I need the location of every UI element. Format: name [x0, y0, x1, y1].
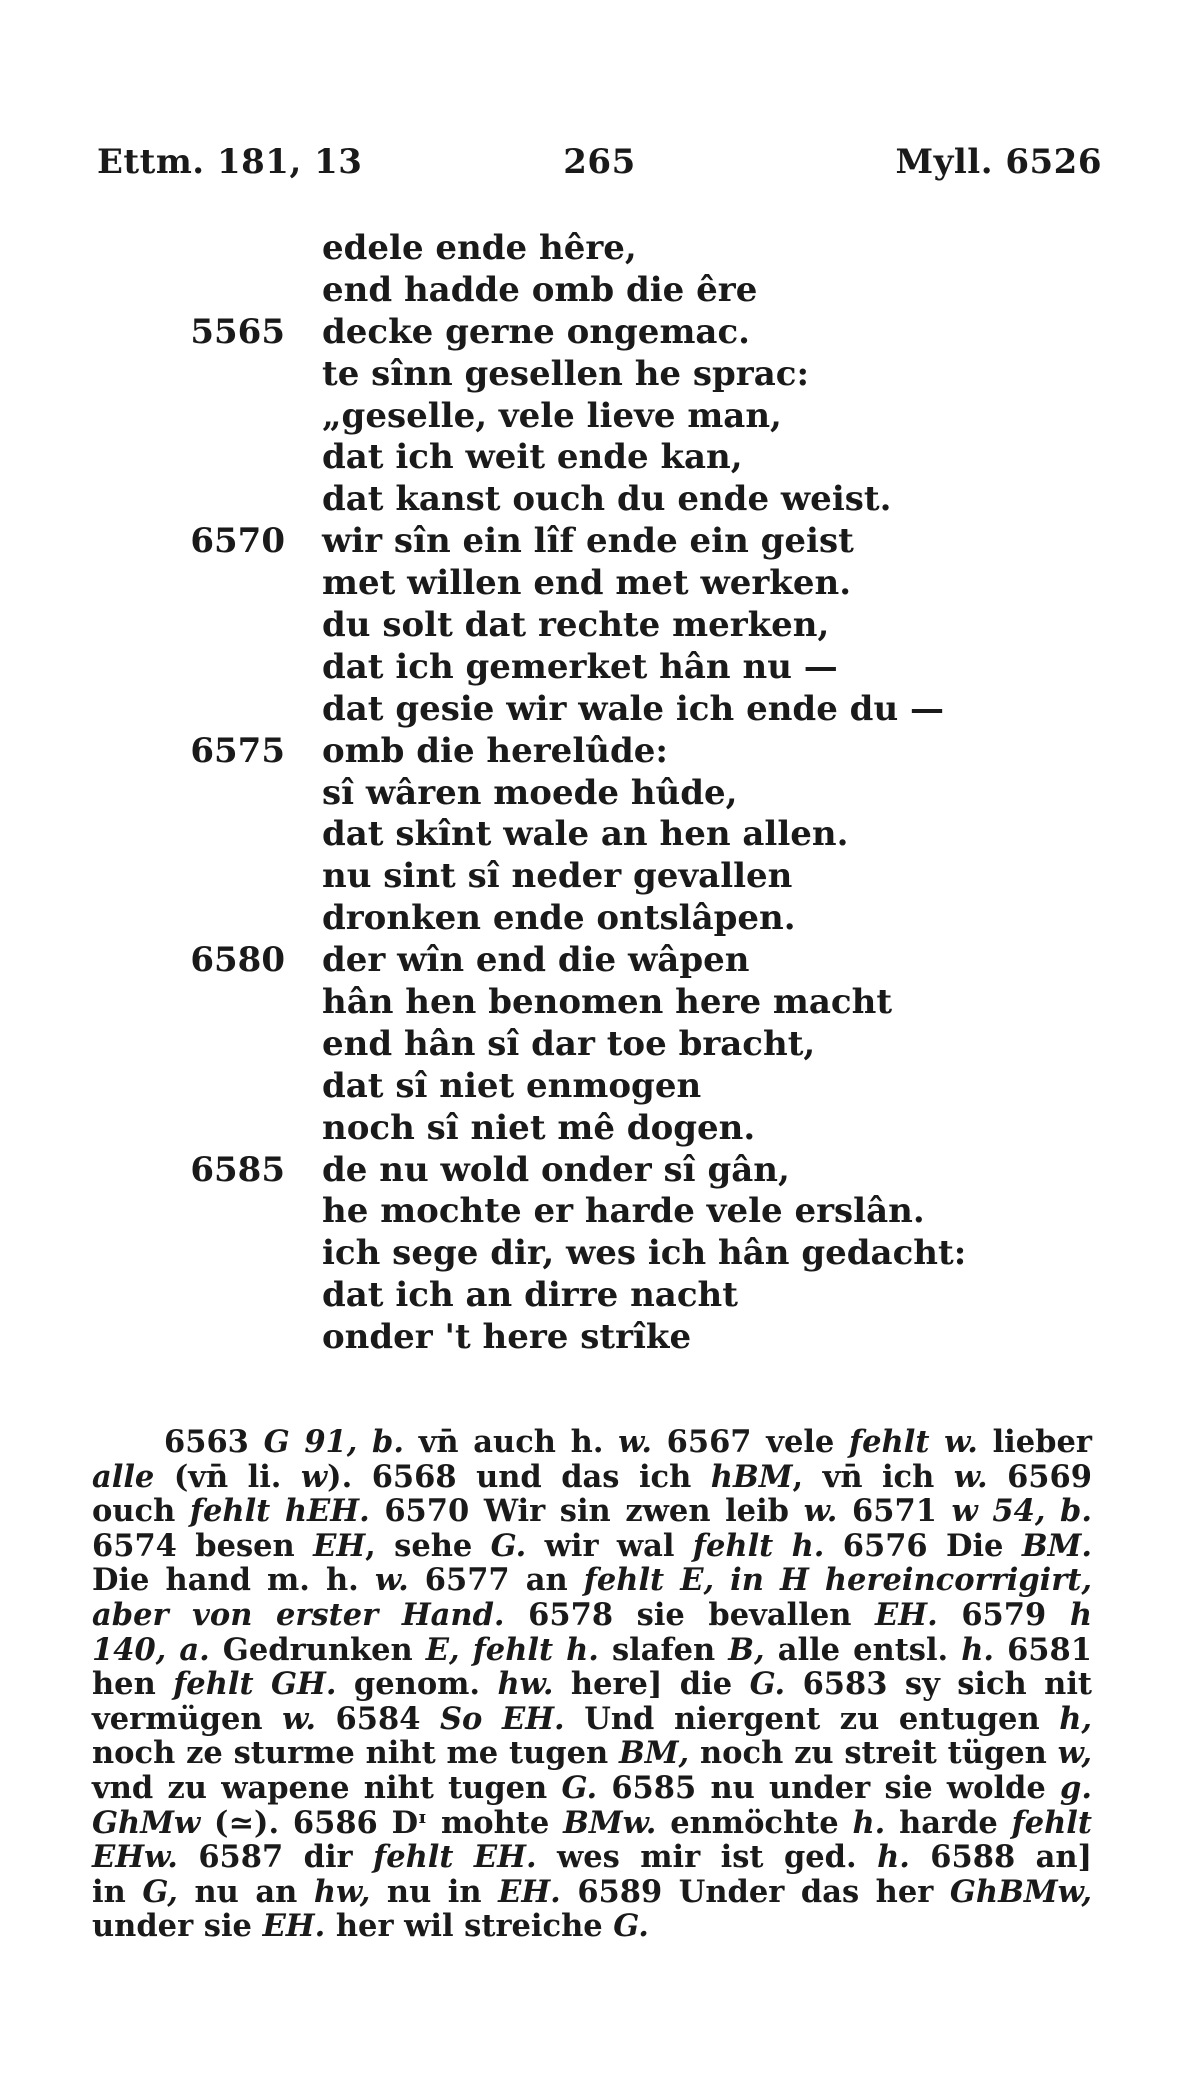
verse-line — [0, 982, 1200, 1024]
apparatus-line: EHw. 6587 dir fehlt EH. wes mir ist ged. h. 6588 an] — [92, 1839, 1092, 1876]
verse-text: du solt dat rechte merken, — [322, 605, 830, 646]
verse-line — [0, 312, 1200, 354]
verse-text: ich sege dir, wes ich hân gedacht: — [322, 1233, 967, 1274]
apparatus-line: noch ze sturme niht me tugen BM, noch zu streit tügen w, — [92, 1735, 1092, 1772]
verse-text: nu sint sî neder gevallen — [322, 856, 793, 897]
apparatus-line: Die hand m. h. w. 6577 an fehlt E, in H hereincorrigirt, — [92, 1562, 1093, 1599]
verse-text: decke gerne ongemac. — [322, 311, 750, 352]
verse-line — [0, 228, 1200, 270]
verse-text: wir sîn ein lîf ende ein geist — [322, 521, 854, 562]
verse-text: dat gesie wir wale ich ende du — — [322, 688, 944, 729]
verse-line — [0, 521, 1200, 563]
line-number: 6570 — [190, 521, 285, 562]
line-number: 5565 — [190, 311, 285, 352]
apparatus-line: vnd zu wapene niht tugen G. 6585 nu under sie wolde g. — [92, 1769, 1092, 1806]
verse-text: onder 't here strîke — [322, 1317, 692, 1358]
apparatus-line: under sie EH. her wil streiche G. — [92, 1908, 649, 1945]
verse-line — [0, 814, 1200, 856]
apparatus-line: GhMw (≃). 6586 Dᶦ mohte BMw. enmöchte h. harde fehlt — [92, 1804, 1092, 1841]
verse-text: dronken ende ontslâpen. — [322, 898, 796, 939]
line-number: 6575 — [190, 730, 285, 771]
apparatus-line: 6563 G 91, b. vn̄ auch h. w. 6567 vele fehlt w. lieber — [164, 1424, 1092, 1460]
verse-text: dat ich weit ende kan, — [322, 437, 743, 478]
verse-line — [0, 605, 1200, 647]
verse-text: te sînn gesellen he sprac: — [322, 353, 810, 394]
apparatus-line: hen fehlt GH. genom. hw. here] die G. 6583 sy sich nit — [92, 1666, 1092, 1703]
verse-text: end hân sî dar toe bracht, — [322, 1023, 816, 1064]
verse-line — [0, 270, 1200, 312]
verse-text: sî wâren moede hûde, — [322, 772, 738, 813]
running-header — [97, 142, 1102, 192]
verse-line — [0, 1066, 1200, 1108]
apparatus-line: aber von erster Hand. 6578 sie bevallen EH. 6579 h — [92, 1596, 1092, 1633]
page-number: 265 — [563, 142, 636, 182]
verse-text: der wîn end die wâpen — [322, 940, 750, 981]
verse-line — [0, 898, 1200, 940]
verse-line — [0, 689, 1200, 731]
verse-line — [0, 1150, 1200, 1192]
verse-line — [0, 773, 1200, 815]
verse-text: end hadde omb die êre — [322, 269, 758, 310]
verse-text: dat skînt wale an hen allen. — [322, 814, 849, 855]
verse-line — [0, 479, 1200, 521]
header-right-reference: Myll. 6526 — [895, 142, 1102, 182]
verse-text: hân hen benomen here macht — [322, 982, 893, 1023]
verse-text: met willen end met werken. — [322, 563, 852, 604]
verse-line — [0, 647, 1200, 689]
apparatus-line: in G, nu an hw, nu in EH. 6589 Under das her GhBMw, — [92, 1873, 1093, 1910]
apparatus-line: alle (vn̄ li. w). 6568 und das ich hBM, vn̄ ich w. 6569 — [92, 1458, 1092, 1495]
verse-line — [0, 1108, 1200, 1150]
verse-text: omb die herelûde: — [322, 730, 668, 771]
line-number: 6580 — [190, 940, 285, 981]
verse-line — [0, 1024, 1200, 1066]
verse-line — [0, 563, 1200, 605]
apparatus-line: vermügen w. 6584 So EH. Und niergent zu entugen h, — [92, 1700, 1093, 1737]
verse-line — [0, 1275, 1200, 1317]
verse-line — [0, 856, 1200, 898]
verse-text: „geselle, vele lieve man, — [322, 395, 782, 436]
header-left-reference: Ettm. 181, 13 — [97, 142, 363, 182]
verse-text: dat sî niet enmogen — [322, 1065, 702, 1106]
critical-apparatus — [92, 1425, 1092, 1944]
verse-line — [0, 437, 1200, 479]
verse-text: edele ende hêre, — [322, 228, 637, 268]
verse-text: dat kanst ouch du ende weist. — [322, 479, 892, 520]
verse-block — [0, 228, 1200, 1359]
verse-line — [0, 354, 1200, 396]
verse-text: dat ich gemerket hân nu — — [322, 646, 838, 687]
verse-text: he mochte er harde vele erslân. — [322, 1191, 925, 1232]
verse-text: dat ich an dirre nacht — [322, 1275, 738, 1316]
verse-text: noch sî niet mê dogen. — [322, 1107, 756, 1148]
verse-text: de nu wold onder sî gân, — [322, 1149, 790, 1190]
apparatus-line: ouch fehlt hEH. 6570 Wir sin zwen leib w. 6571 w 54, b. — [92, 1493, 1093, 1530]
verse-line — [0, 940, 1200, 982]
line-number: 6585 — [190, 1149, 285, 1190]
apparatus-line: 140, a. Gedrunken E, fehlt h. slafen B, alle entsl. h. 6581 — [92, 1631, 1092, 1668]
verse-line — [0, 731, 1200, 773]
verse-line — [0, 1233, 1200, 1275]
apparatus-line: 6574 besen EH, sehe G. wir wal fehlt h. 6576 Die BM. — [92, 1527, 1092, 1564]
verse-line — [0, 1317, 1200, 1359]
verse-line — [0, 396, 1200, 438]
verse-line — [0, 1191, 1200, 1233]
